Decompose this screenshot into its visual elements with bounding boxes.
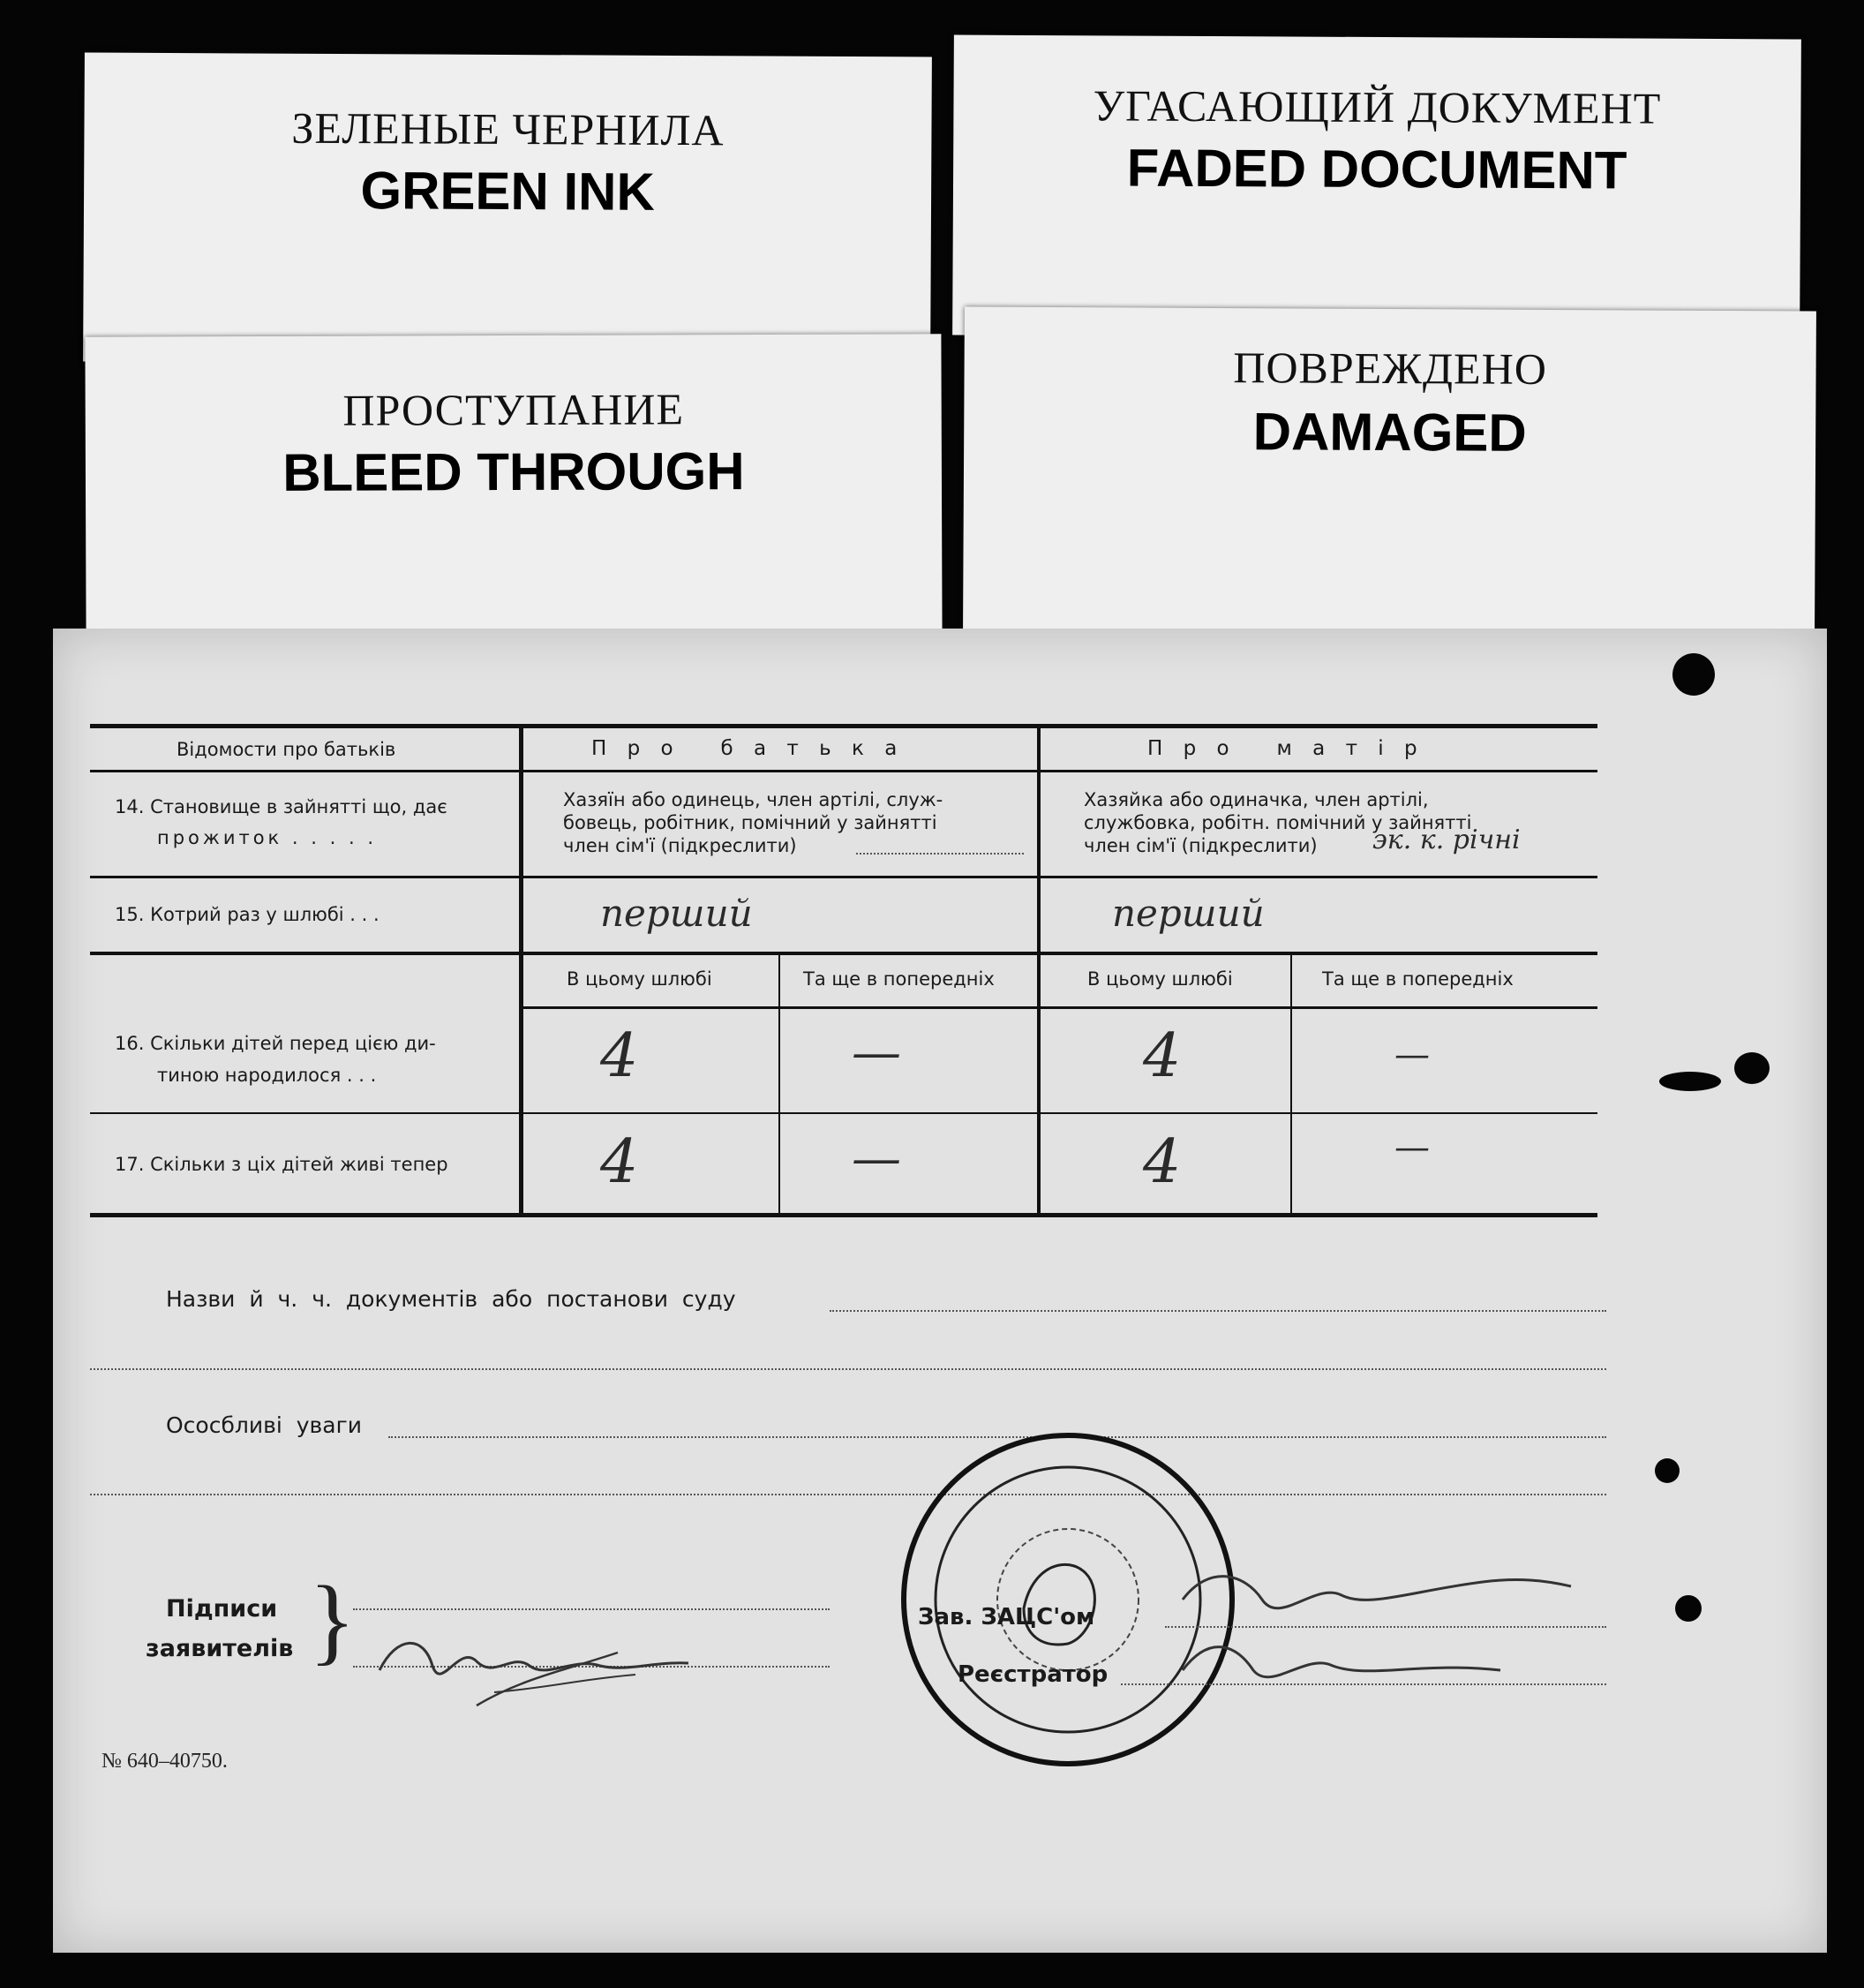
remarks-label: Ососбливі уваги	[166, 1412, 362, 1438]
subheader-father-previous: Та ще в попередніх	[803, 968, 995, 990]
row17-father-this-value: 4	[600, 1127, 639, 1197]
documents-label: Назви й ч. ч. документів або постанови суду	[166, 1286, 736, 1312]
documents-fill-line	[90, 1368, 1606, 1370]
label-card-bleed-through	[85, 334, 942, 641]
header-about-father: П р о б а т ь к а	[591, 737, 905, 760]
card-russian-text: УГАСАЮЩИЙ ДОКУМЕНТ	[1093, 80, 1662, 133]
table-top-rule	[90, 724, 1597, 728]
row16-label-line2: тиною народилося . . .	[157, 1065, 377, 1086]
card-english-text: BLEED THROUGH	[282, 441, 745, 502]
registrar-label: Реєстратор	[958, 1661, 1109, 1688]
row15-mother-handwriting: перший	[1112, 892, 1265, 935]
row17-label: 17. Скільки з ціх дітей живі тепер	[115, 1154, 448, 1175]
registration-form-page	[53, 629, 1827, 1953]
card-russian-text: ПОВРЕЖДЕНО	[1233, 343, 1548, 394]
card-english-text: DAMAGED	[1252, 402, 1527, 463]
table-rule	[90, 770, 1597, 772]
table-rule	[90, 1112, 1597, 1114]
header-parents-info: Відомости про батьків	[177, 739, 396, 760]
row16-mother-this-value: 4	[1143, 1021, 1182, 1091]
subheader-mother-previous: Та ще в попередніх	[1322, 968, 1514, 990]
row17-mother-this-value: 4	[1143, 1127, 1182, 1197]
table-bottom-rule	[90, 1213, 1597, 1217]
damage-hole	[1659, 1072, 1721, 1091]
fill-line	[856, 853, 1024, 855]
table-column-rule	[778, 955, 780, 1216]
registrar-head-label: Зав. ЗАЦС'ом	[918, 1604, 1095, 1630]
registrar-signatures-scribble	[1130, 1547, 1624, 1723]
documents-fill-line	[830, 1310, 1606, 1312]
subheader-father-this-marriage: В цьому шлюбі	[567, 968, 712, 990]
label-card-faded-document	[952, 34, 1801, 339]
damage-hole	[1672, 653, 1715, 696]
signatures-brace: }	[309, 1566, 356, 1674]
row17-father-prev-value: —	[852, 1130, 901, 1187]
row16-mother-prev-value: —	[1394, 1035, 1430, 1075]
row14-father-line3: член сім'ї (підкреслити)	[563, 835, 797, 856]
applicant-signature-scribble	[371, 1617, 741, 1723]
label-card-damaged	[963, 306, 1816, 633]
damage-hole	[1734, 1052, 1770, 1084]
table-column-rule	[519, 728, 523, 1216]
row16-father-this-value: 4	[600, 1021, 639, 1091]
card-english-text: GREEN INK	[360, 161, 655, 222]
row17-mother-prev-value: —	[1394, 1127, 1430, 1168]
signature-line	[353, 1608, 830, 1610]
table-column-rule	[1037, 728, 1041, 1216]
card-russian-text: ПРОСТУПАНИЕ	[342, 384, 685, 435]
signatures-label-line1: Підписи	[166, 1595, 278, 1623]
row14-label-line1: 14. Становище в зайнятті що, дає	[115, 796, 447, 817]
signatures-label-line2: заявителів	[146, 1635, 294, 1662]
header-about-mother: П р о м а т і р	[1147, 737, 1424, 760]
table-rule	[90, 876, 1597, 878]
card-english-text: FADED DOCUMENT	[1126, 138, 1627, 200]
row16-label-line1: 16. Скільки дітей перед цією ди-	[115, 1033, 436, 1054]
row14-mother-line3: член сім'ї (підкреслити)	[1084, 835, 1318, 856]
table-rule	[90, 952, 1597, 955]
table-rule	[521, 1006, 1597, 1009]
print-order-number: № 640–40750.	[101, 1750, 228, 1773]
row14-label-line2: прожиток . . . . .	[157, 827, 377, 848]
row14-mother-line2: службовка, робітн. помічний у зайнятті	[1084, 812, 1472, 833]
damage-hole	[1675, 1595, 1702, 1622]
card-russian-text: ЗЕЛЕНЫЕ ЧЕРНИЛА	[291, 102, 725, 155]
row14-father-line1: Хазяїн або одинець, член артілі, служ-	[563, 789, 943, 810]
table-column-rule	[1290, 955, 1292, 1216]
remarks-fill-line	[90, 1494, 1606, 1495]
row14-mother-line1: Хазяйка або одиначка, член артілі,	[1084, 789, 1429, 810]
subheader-mother-this-marriage: В цьому шлюбі	[1087, 968, 1233, 990]
row14-mother-handwriting: эк. к. річні	[1372, 825, 1521, 855]
row16-father-prev-value: —	[852, 1024, 901, 1081]
row15-father-handwriting: перший	[600, 892, 753, 935]
label-card-green-ink	[83, 52, 932, 365]
row14-father-line2: бовець, робітник, помічний у зайнятті	[563, 812, 937, 833]
damage-hole	[1655, 1458, 1680, 1483]
row15-label: 15. Котрий раз у шлюбі . . .	[115, 904, 380, 925]
